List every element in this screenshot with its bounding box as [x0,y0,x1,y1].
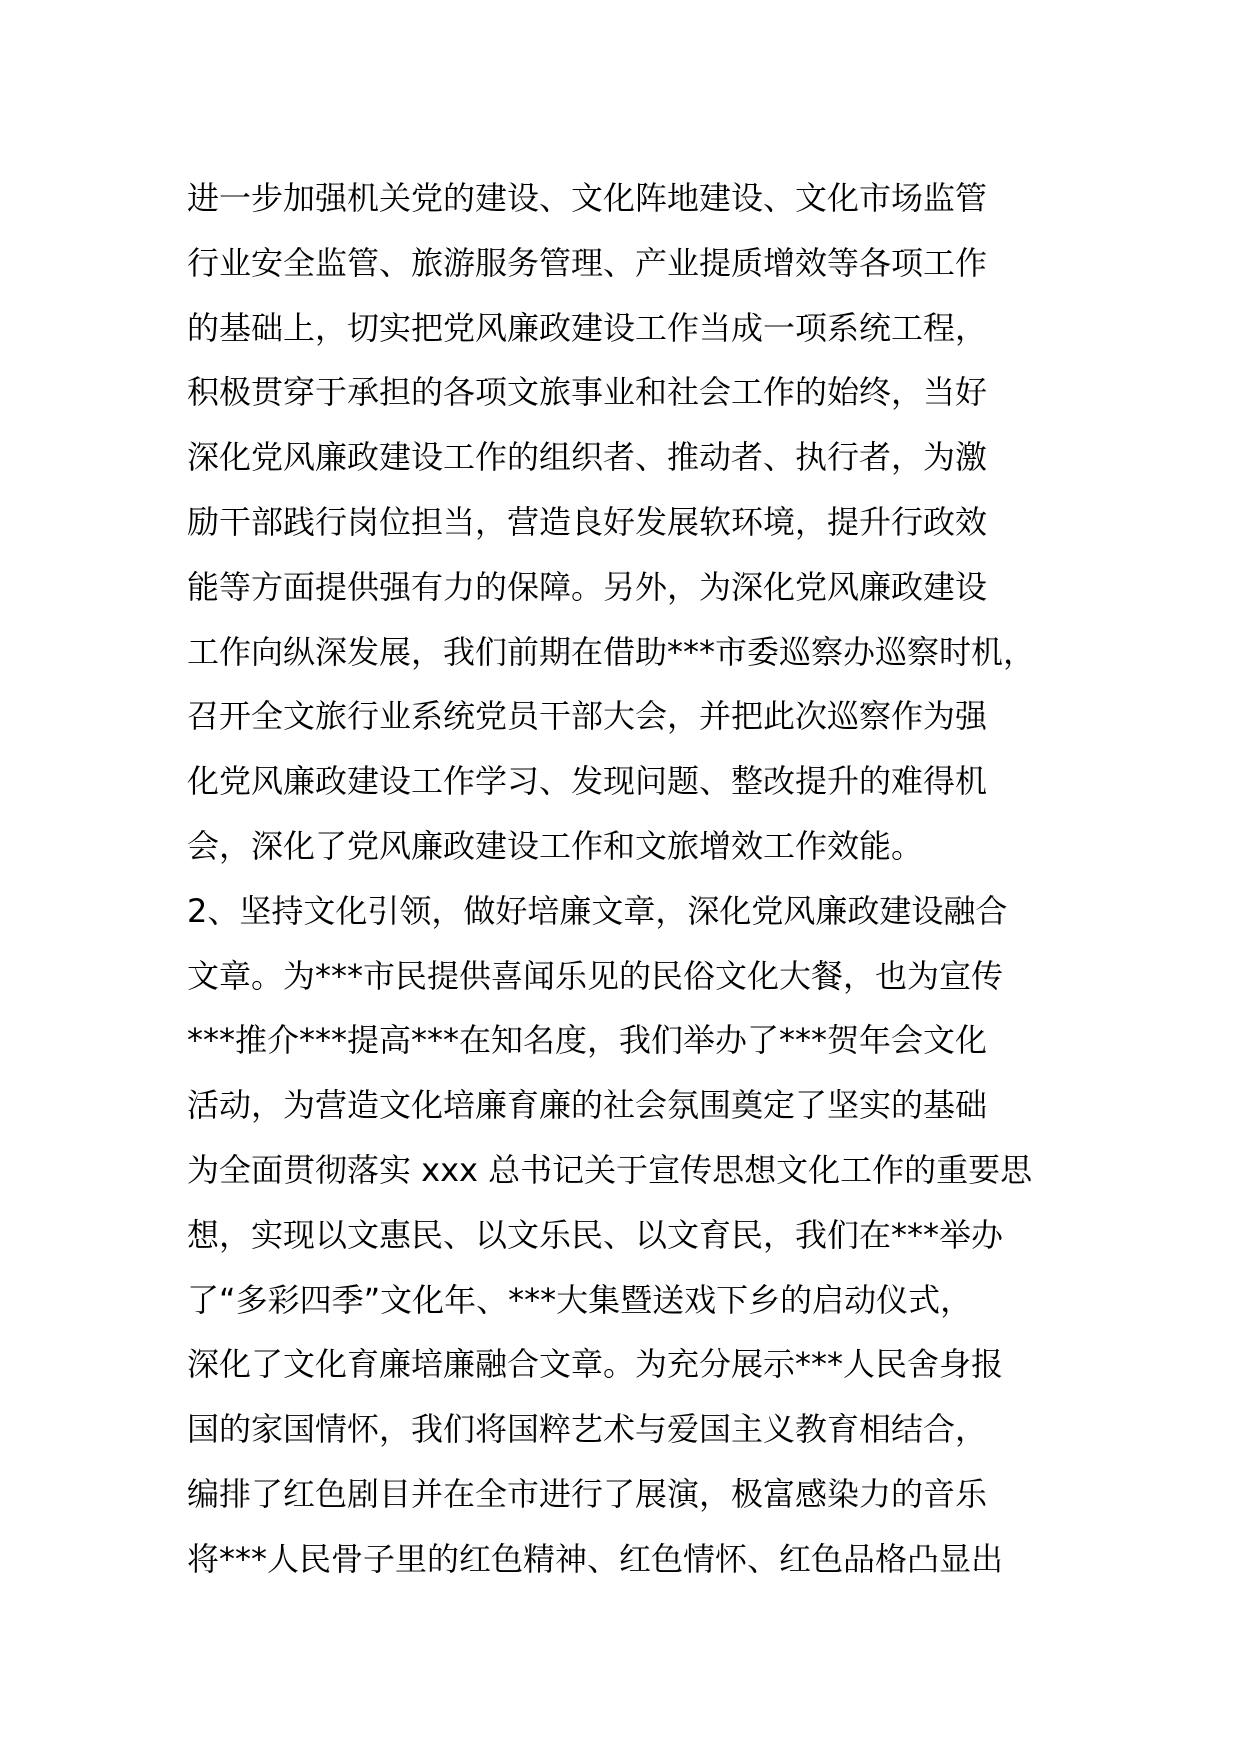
text-line: 文章。为***市民提供喜闻乐见的民俗文化大餐，也为宣传 [187,956,1004,995]
text-line: 工作向纵深发展，我们前期在借助***市委巡察办巡察时机， [187,632,1036,671]
text-line: 积极贯穿于承担的各项文旅事业和社会工作的始终，当好 [187,373,988,412]
text-line: 了“多彩四季”文化年、***大集暨送戏下乡的启动仪式， [187,1280,973,1319]
text-line: 的基础上，切实把党风廉政建设工作当成一项系统工程， [187,308,988,347]
text-line: ***推介***提高***在知名度，我们举办了***贺年会文化 [187,1021,988,1060]
text-line: 将***人民骨子里的红色精神、红色情怀、红色品格凸显出 [187,1539,1004,1578]
text-line: 进一步加强机关党的建设、文化阵地建设、文化市场监管 [187,179,988,217]
text-line: 编排了红色剧目并在全市进行了展演，极富感染力的音乐 [187,1474,988,1513]
text-line: 化党风廉政建设工作学习、发现问题、整改提升的难得机 [187,762,988,801]
body-text [187,166,1087,1592]
text-line: 想，实现以文惠民、以文乐民、以文育民，我们在***举办 [187,1215,1004,1254]
text-line: 活动，为营造文化培廉育廉的社会氛围奠定了坚实的基础 [187,1086,988,1125]
text-line: 召开全文旅行业系统党员干部大会，并把此次巡察作为强 [187,697,988,736]
text-line: 国的家国情怀，我们将国粹艺术与爱国主义教育相结合， [187,1410,988,1449]
text-line: 为全面贯彻落实 xxx 总书记关于宣传思想文化工作的重要思 [187,1150,1033,1189]
text-line: 深化党风廉政建设工作的组织者、推动者、执行者，为激 [187,438,988,477]
text-line: 能等方面提供强有力的保障。另外，为深化党风廉政建设 [187,567,988,606]
text-line: 会，深化了党风廉政建设工作和文旅增效工作效能。 [187,826,924,865]
text-line: 励干部践行岗位担当，营造良好发展软环境，提升行政效 [187,502,988,541]
text-line: 2、坚持文化引领，做好培廉文章，深化党风廉政建设融合 [187,891,1008,930]
text-line: 行业安全监管、旅游服务管理、产业提质增效等各项工作 [187,243,988,282]
text-line: 深化了文化育廉培廉融合文章。为充分展示***人民舍身报 [187,1345,1004,1384]
